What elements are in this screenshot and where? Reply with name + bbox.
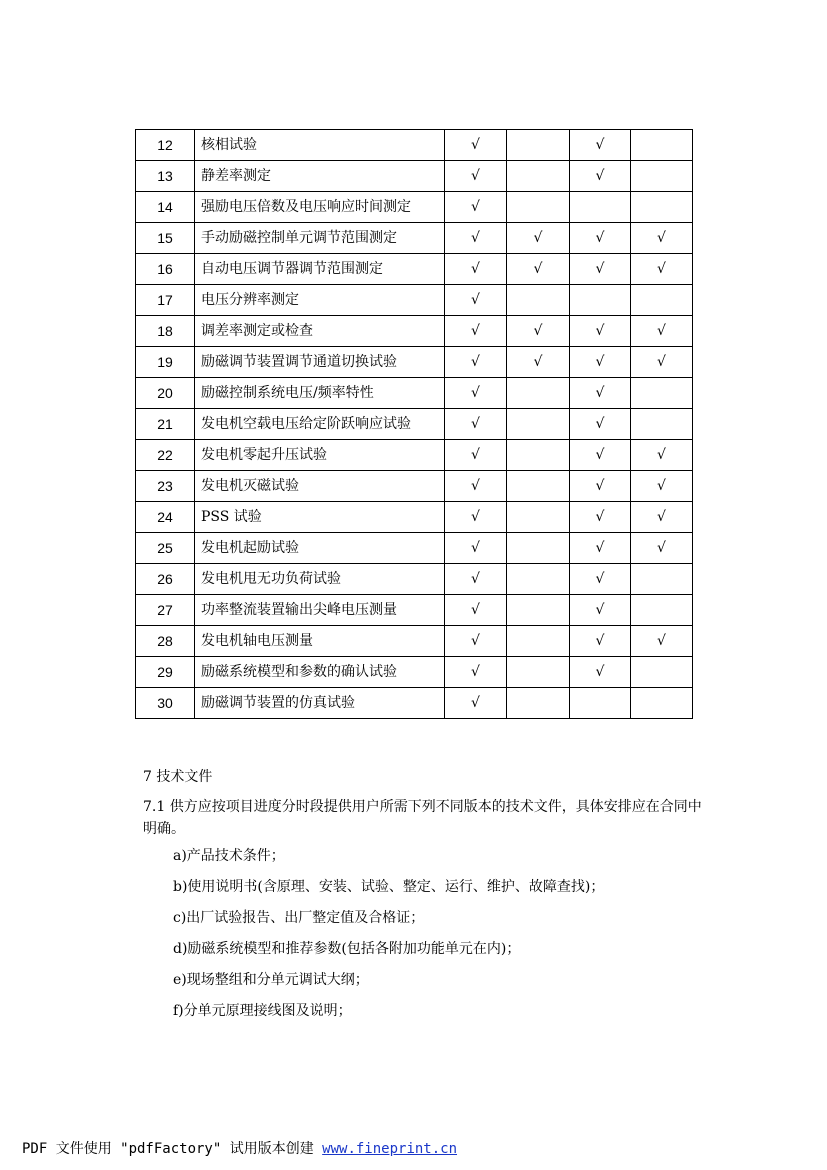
table-row <box>136 161 693 192</box>
check-cell <box>507 595 570 626</box>
check-cell: √ <box>507 316 570 347</box>
row-number: 29 <box>136 657 195 688</box>
test-name: 功率整流装置输出尖峰电压测量 <box>195 595 445 626</box>
check-cell: √ <box>570 409 631 440</box>
table-row <box>136 595 693 626</box>
check-cell <box>631 595 693 626</box>
check-cell: √ <box>631 316 693 347</box>
check-cell <box>631 161 693 192</box>
table-row <box>136 471 693 502</box>
check-cell <box>631 192 693 223</box>
check-cell: √ <box>570 347 631 378</box>
check-cell: √ <box>570 471 631 502</box>
test-name: 发电机甩无功负荷试验 <box>195 564 445 595</box>
test-name: 发电机轴电压测量 <box>195 626 445 657</box>
check-cell <box>570 285 631 316</box>
test-name: 调差率测定或检查 <box>195 316 445 347</box>
check-cell: √ <box>570 316 631 347</box>
list-item: f)分单元原理接线图及说明； <box>173 1003 352 1019</box>
row-number: 30 <box>136 688 195 719</box>
check-cell: √ <box>631 347 693 378</box>
check-cell: √ <box>570 533 631 564</box>
table-row <box>136 347 693 378</box>
list-item: c)出厂试验报告、出厂整定值及合格证； <box>173 910 425 926</box>
check-cell: √ <box>445 223 507 254</box>
test-name: 自动电压调节器调节范围测定 <box>195 254 445 285</box>
check-cell <box>507 502 570 533</box>
check-cell <box>507 688 570 719</box>
row-number: 23 <box>136 471 195 502</box>
check-cell: √ <box>631 254 693 285</box>
check-cell: √ <box>445 440 507 471</box>
document-list <box>173 846 604 1032</box>
table-row <box>136 285 693 316</box>
footer-text: PDF 文件使用 "pdfFactory" 试用版本创建 <box>22 1141 323 1157</box>
test-name: 电压分辨率测定 <box>195 285 445 316</box>
row-number: 16 <box>136 254 195 285</box>
check-cell: √ <box>570 161 631 192</box>
row-number: 18 <box>136 316 195 347</box>
test-name: 发电机灭磁试验 <box>195 471 445 502</box>
check-cell: √ <box>507 223 570 254</box>
check-cell: √ <box>631 223 693 254</box>
check-cell <box>507 657 570 688</box>
row-number: 28 <box>136 626 195 657</box>
table-row <box>136 626 693 657</box>
row-number: 14 <box>136 192 195 223</box>
check-cell <box>631 285 693 316</box>
test-name: 励磁控制系统电压/频率特性 <box>195 378 445 409</box>
check-cell: √ <box>570 657 631 688</box>
check-cell <box>570 688 631 719</box>
check-cell <box>507 409 570 440</box>
check-cell: √ <box>570 440 631 471</box>
check-cell: √ <box>507 254 570 285</box>
check-cell <box>507 161 570 192</box>
row-number: 17 <box>136 285 195 316</box>
check-cell <box>631 657 693 688</box>
check-cell <box>507 285 570 316</box>
test-name: 手动励磁控制单元调节范围测定 <box>195 223 445 254</box>
list-item: b)使用说明书(含原理、安装、试验、整定、运行、维护、故障查找)； <box>173 879 605 895</box>
check-cell <box>507 130 570 161</box>
row-number: 19 <box>136 347 195 378</box>
table-row <box>136 502 693 533</box>
check-cell: √ <box>570 564 631 595</box>
test-name: 发电机空载电压给定阶跃响应试验 <box>195 409 445 440</box>
row-number: 27 <box>136 595 195 626</box>
check-cell: √ <box>445 564 507 595</box>
check-cell: √ <box>445 471 507 502</box>
table-row <box>136 130 693 161</box>
table-row <box>136 564 693 595</box>
test-name: 静差率测定 <box>195 161 445 192</box>
check-cell <box>507 471 570 502</box>
row-number: 24 <box>136 502 195 533</box>
test-name: 核相试验 <box>195 130 445 161</box>
row-number: 20 <box>136 378 195 409</box>
check-cell: √ <box>570 223 631 254</box>
test-name: 发电机起励试验 <box>195 533 445 564</box>
row-number: 12 <box>136 130 195 161</box>
check-cell: √ <box>570 130 631 161</box>
check-cell: √ <box>445 626 507 657</box>
check-cell: √ <box>445 192 507 223</box>
row-number: 15 <box>136 223 195 254</box>
table-row <box>136 192 693 223</box>
table-row <box>136 688 693 719</box>
check-cell: √ <box>570 626 631 657</box>
check-cell: √ <box>445 130 507 161</box>
check-cell <box>631 130 693 161</box>
check-cell: √ <box>445 161 507 192</box>
check-cell: √ <box>445 595 507 626</box>
list-item: a)产品技术条件； <box>173 848 285 864</box>
test-name: 励磁调节装置调节通道切换试验 <box>195 347 445 378</box>
footer-link[interactable]: www.fineprint.cn <box>322 1141 458 1157</box>
test-items-table <box>135 129 693 719</box>
section-paragraph: 7.1 供方应按项目进度分时段提供用户所需下列不同版本的技术文件，具体安排应在合同中明确。 <box>143 799 702 837</box>
list-item: d)励磁系统模型和推荐参数(包括各附加功能单元在内)； <box>173 941 521 957</box>
row-number: 25 <box>136 533 195 564</box>
check-cell: √ <box>570 502 631 533</box>
check-cell: √ <box>445 409 507 440</box>
table-row <box>136 440 693 471</box>
check-cell: √ <box>445 254 507 285</box>
check-cell: √ <box>631 502 693 533</box>
check-cell: √ <box>445 316 507 347</box>
check-cell: √ <box>570 378 631 409</box>
check-cell: √ <box>631 440 693 471</box>
check-cell: √ <box>445 502 507 533</box>
check-cell <box>507 378 570 409</box>
check-cell: √ <box>631 533 693 564</box>
table-row <box>136 378 693 409</box>
check-cell: √ <box>507 347 570 378</box>
check-cell: √ <box>445 285 507 316</box>
section-heading: 7 技术文件 <box>143 769 213 785</box>
table-row <box>136 533 693 564</box>
row-number: 13 <box>136 161 195 192</box>
table-row <box>136 223 693 254</box>
test-name: 强励电压倍数及电压响应时间测定 <box>195 192 445 223</box>
check-cell <box>631 378 693 409</box>
check-cell: √ <box>570 595 631 626</box>
check-cell: √ <box>445 347 507 378</box>
test-name: 励磁系统模型和参数的确认试验 <box>195 657 445 688</box>
check-cell: √ <box>445 688 507 719</box>
check-cell <box>507 626 570 657</box>
check-cell: √ <box>631 471 693 502</box>
check-cell <box>507 564 570 595</box>
check-cell <box>631 564 693 595</box>
list-item: e)现场整组和分单元调试大纲； <box>173 972 369 988</box>
check-cell: √ <box>445 378 507 409</box>
check-cell: √ <box>445 657 507 688</box>
test-name: PSS 试验 <box>195 502 445 533</box>
check-cell: √ <box>570 254 631 285</box>
table-body <box>136 130 693 719</box>
table-row <box>136 409 693 440</box>
table-row <box>136 316 693 347</box>
check-cell <box>507 533 570 564</box>
check-cell <box>631 409 693 440</box>
table-row <box>136 254 693 285</box>
row-number: 21 <box>136 409 195 440</box>
check-cell <box>507 440 570 471</box>
test-name: 发电机零起升压试验 <box>195 440 445 471</box>
check-cell: √ <box>631 626 693 657</box>
pdf-footer <box>22 1138 457 1158</box>
check-cell <box>631 688 693 719</box>
row-number: 22 <box>136 440 195 471</box>
check-cell <box>507 192 570 223</box>
check-cell <box>570 192 631 223</box>
check-cell: √ <box>445 533 507 564</box>
row-number: 26 <box>136 564 195 595</box>
test-name: 励磁调节装置的仿真试验 <box>195 688 445 719</box>
table-row <box>136 657 693 688</box>
